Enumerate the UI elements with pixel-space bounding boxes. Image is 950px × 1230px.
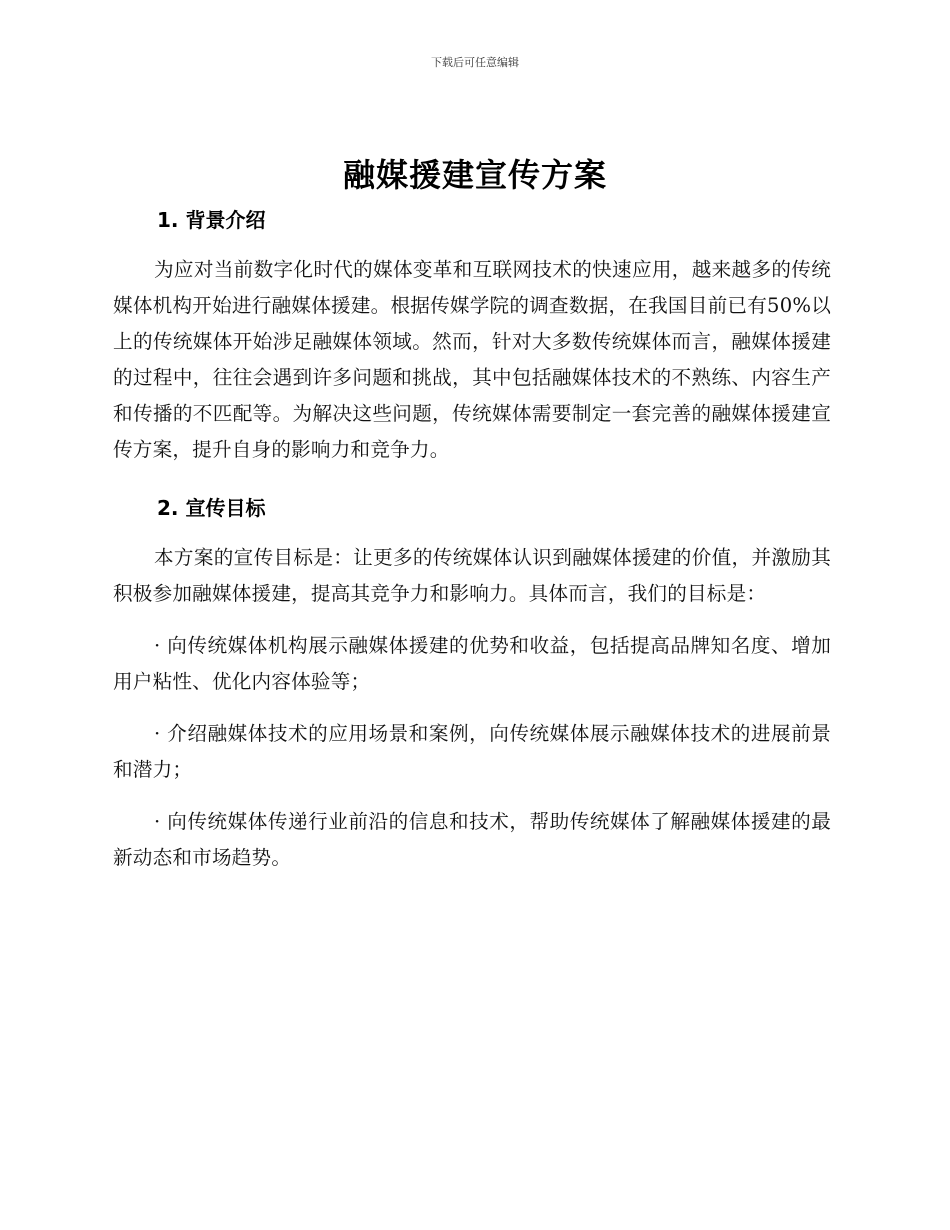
bullet-item-advantages: · 向传统媒体机构展示融媒体援建的优势和收益，包括提高品牌知名度、增加用户粘性、优化内容体验等； [113,634,831,693]
paragraph-goals-intro: 本方案的宣传目标是：让更多的传统媒体认识到融媒体援建的价值，并激励其积极参加融媒体援建，提高其竞争力和影响力。具体而言，我们的目标是： [113,546,831,605]
document-body [113,204,831,876]
section-heading-background: 1. 背景介绍 [157,208,266,232]
document-title: 融媒援建宣传方案 [342,156,607,194]
bullet-item-trends: · 向传统媒体传递行业前沿的信息和技术，帮助传统媒体了解融媒体援建的最新动态和市场趋势。 [113,810,831,869]
paragraph-background: 为应对当前数字化时代的媒体变革和互联网技术的快速应用，越来越多的传统媒体机构开始进行融媒体援建。根据传媒学院的调查数据，在我国目前已有50%以上的传统媒体开始涉足融媒体领域。然而，针对大多数传统媒体而言，融媒体援建的过程中，往往会遇到许多问题和挑战，其中包括融媒体技术的不熟练、内容生产和传播的不匹配等。为解决这些问题，传统媒体需要制定一套完善的融媒体援建宣传方案，提升自身的影响力和竞争力。 [113,258,831,461]
header-note: 下载后可任意编辑 [431,56,519,69]
section-heading-goals: 2. 宣传目标 [157,496,266,520]
bullet-item-technology: · 介绍融媒体技术的应用场景和案例，向传统媒体展示融媒体技术的进展前景和潜力； [113,722,831,781]
